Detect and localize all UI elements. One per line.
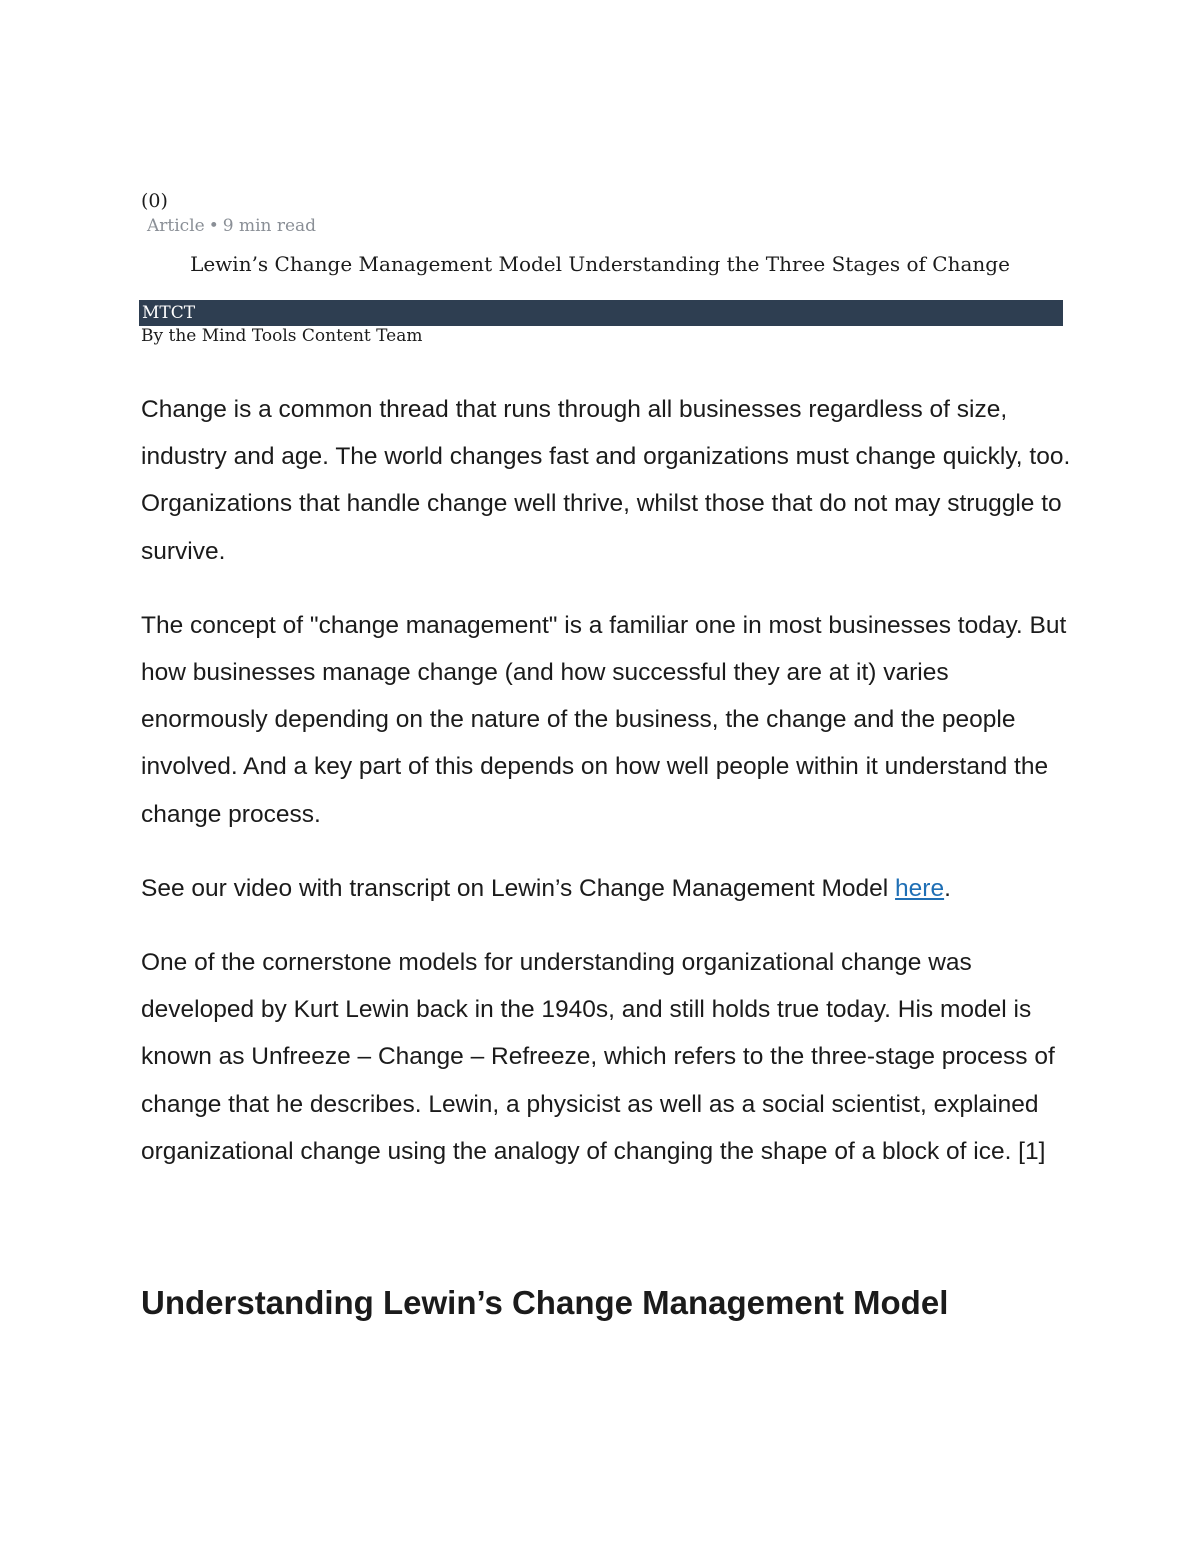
author-initials: MTCT bbox=[142, 303, 196, 323]
paragraph-intro: Change is a common thread that runs through all businesses regardless of size, industry and age. The world changes fast and organizations must change quickly, too. Organizations that handle change well thrive, whilst those that do not may struggle to survive. bbox=[141, 396, 1071, 565]
author-byline: By the Mind Tools Content Team bbox=[141, 326, 423, 346]
read-time: 9 min read bbox=[222, 216, 317, 236]
article-meta bbox=[147, 216, 316, 236]
video-text: See our video with transcript on Lewin’s Change Management Model bbox=[141, 874, 896, 902]
article-type: Article bbox=[147, 216, 205, 236]
page-title: Lewin’s Change Management Model Understanding the Three Stages of Change bbox=[190, 252, 1010, 276]
article-body bbox=[141, 386, 1071, 1202]
author-bar bbox=[139, 300, 1063, 326]
video-text-end: . bbox=[944, 874, 951, 902]
meta-separator: • bbox=[208, 216, 219, 236]
paragraph-model: One of the cornerstone models for understanding organizational change was developed by Kurt Lewin back in the 1940s, and still holds true today. His model is known as Unfreeze – Change – Refreeze, which refers to the three-stage process of change that he describes. Lewin, a physicist as well as a social scientist, explained organizational change using the analogy of changing the shape of a block of ice. [1] bbox=[141, 949, 1055, 1165]
paragraph-concept: The concept of "change management" is a familiar one in most businesses today. But how businesses manage change (and how successful they are at it) varies enormously depending on the nature of the business, the change and the people involved. And a key part of this depends on how well people within it understand the change process. bbox=[141, 611, 1067, 828]
video-link[interactable]: here bbox=[895, 874, 945, 902]
section-heading: Understanding Lewin’s Change Management Model bbox=[141, 1284, 949, 1321]
rating-count: (0) bbox=[141, 190, 168, 212]
paragraph-video bbox=[141, 865, 1071, 912]
